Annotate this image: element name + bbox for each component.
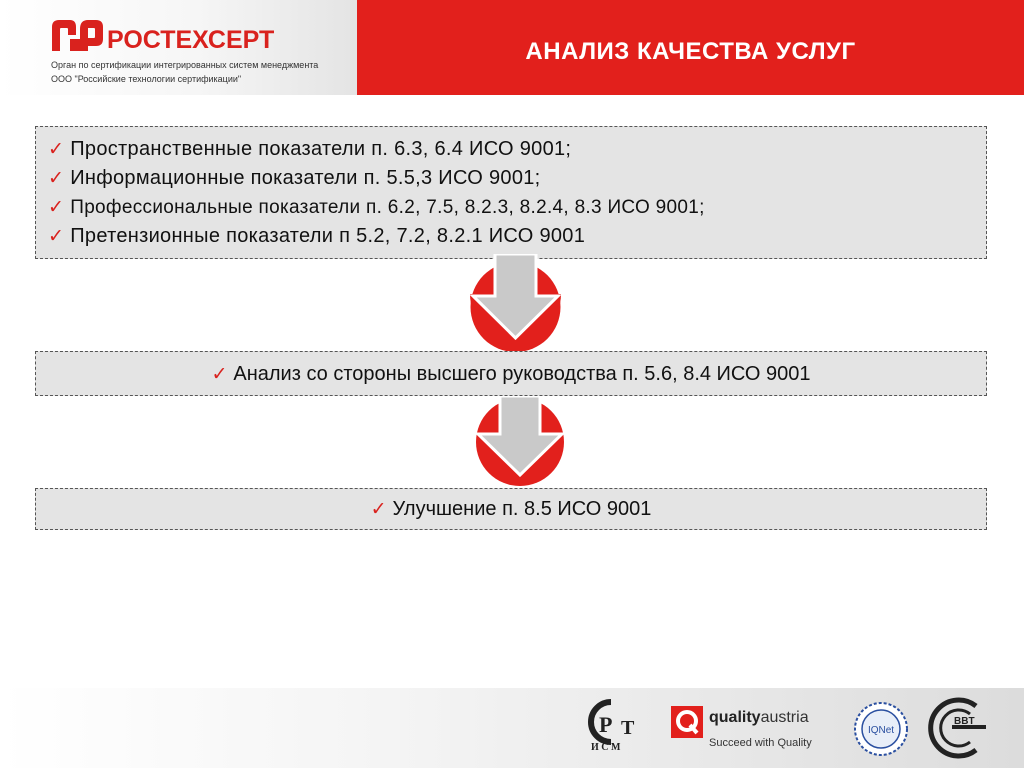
list-item-text: Пространственные показатели п. 6.3, 6.4 ИСО 9001; bbox=[70, 138, 572, 160]
list-item bbox=[48, 135, 986, 164]
iqnet-seal-icon bbox=[853, 701, 909, 757]
gost-ism-logo bbox=[585, 698, 643, 758]
bbt-label: BBT bbox=[954, 716, 975, 727]
list-item-text: Улучшение п. 8.5 ИСО 9001 bbox=[392, 498, 652, 520]
brand-subline-2: ООО "Российские технологии сертификации" bbox=[51, 74, 242, 84]
down-arrow-icon bbox=[470, 396, 570, 488]
list-item bbox=[48, 164, 986, 193]
indicators-box bbox=[35, 126, 987, 259]
check-icon: ✓ bbox=[211, 364, 228, 385]
improvement-box bbox=[35, 488, 987, 530]
brand-name: РОСТЕХСЕРТ bbox=[107, 26, 275, 54]
check-icon: ✓ bbox=[48, 226, 65, 247]
list-item bbox=[36, 363, 986, 386]
check-icon: ✓ bbox=[48, 139, 65, 160]
page-title: АНАЛИЗ КАЧЕСТВА УСЛУГ bbox=[525, 38, 856, 65]
list-item-text: Информационные показатели п. 5.5,3 ИСО 9001; bbox=[70, 167, 541, 189]
bbt-logo-icon bbox=[924, 696, 994, 760]
quality-austria-logo-icon bbox=[671, 706, 703, 738]
management-review-box bbox=[35, 351, 987, 396]
qa-bold: quality bbox=[709, 709, 761, 726]
list-item-text: Анализ со стороны высшего руководства п. 5.6, 8.4 ИСО 9001 bbox=[233, 363, 811, 385]
gost-caption: И С М bbox=[591, 742, 621, 753]
down-arrow-icon bbox=[463, 254, 568, 354]
header bbox=[0, 0, 1024, 95]
list-item-text: Претензионные показатели п 5.2, 7.2, 8.2.1 ИСО 9001 bbox=[70, 225, 586, 247]
check-icon: ✓ bbox=[48, 168, 65, 189]
rostexcert-logo-icon bbox=[48, 17, 106, 53]
qa-rest: austria bbox=[760, 709, 809, 726]
svg-text:Т: Т bbox=[621, 717, 635, 739]
list-item bbox=[48, 222, 986, 251]
list-item-text: Профессиональные показатели п. 6.2, 7.5, 8.2.3, 8.2.4, 8.3 ИСО 9001; bbox=[70, 197, 705, 218]
check-icon: ✓ bbox=[370, 499, 387, 520]
list-item bbox=[48, 193, 986, 222]
svg-text:Р: Р bbox=[599, 712, 613, 737]
header-logo-area bbox=[0, 0, 357, 95]
list-item bbox=[36, 498, 986, 521]
quality-austria-name bbox=[709, 709, 809, 727]
brand-subline-1: Орган по сертификации интегрированных систем менеджмента bbox=[51, 60, 319, 70]
iqnet-label: IQNet bbox=[867, 725, 895, 736]
check-icon: ✓ bbox=[48, 197, 65, 218]
quality-austria-tagline: Succeed with Quality bbox=[709, 737, 812, 749]
